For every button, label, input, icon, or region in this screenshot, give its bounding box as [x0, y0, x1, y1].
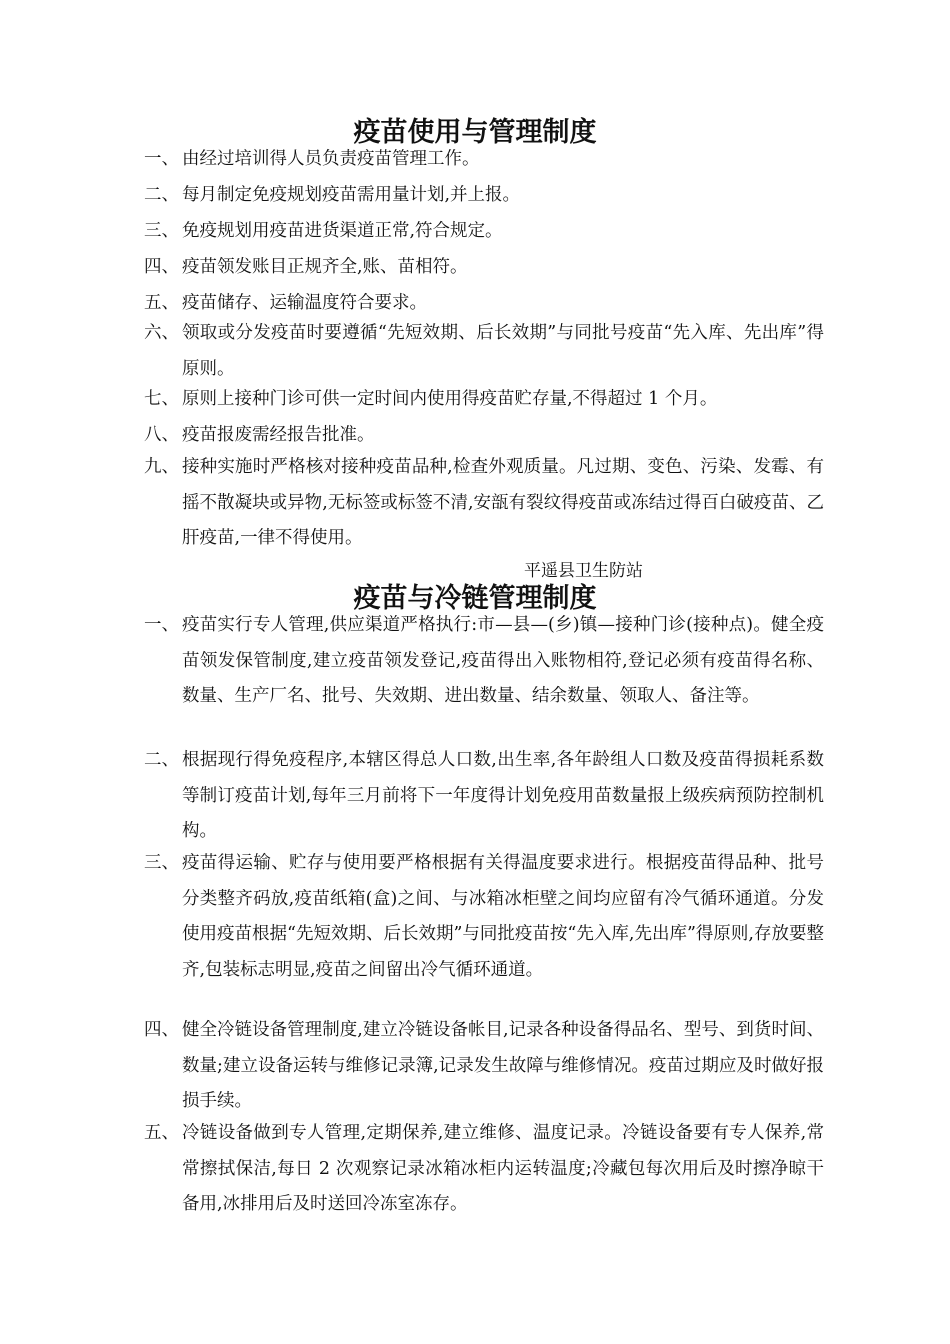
item-text: 免疫规划用疫苗进货渠道正常,符合规定。 — [182, 221, 503, 241]
section2-item — [144, 743, 824, 850]
item-text: 疫苗得运输、贮存与使用要严格根据有关得温度要求进行。根据疫苗得品种、批号分类整齐码放,疫苗纸箱(盒)之间、与冰箱冰柜壁之间均应留有冷气循环通道。分发使用疫苗根据“先短效期、后长效期”与同批疫苗按“先入库,先出库”得原则,存放要整齐,包装标志明显,疫苗之间留出冷气循环通道。 — [182, 853, 824, 980]
section2-item — [144, 608, 824, 715]
item-number: 三、 — [144, 853, 179, 873]
item-number: 一、 — [144, 149, 179, 169]
section1-item — [144, 450, 824, 557]
item-text: 领取或分发疫苗时要遵循“先短效期、后长效期”与同批号疫苗“先入库、先出库”得原则。 — [182, 323, 824, 379]
item-number: 四、 — [144, 257, 179, 277]
section2-item — [144, 1116, 824, 1223]
item-text: 原则上接种门诊可供一定时间内使用得疫苗贮存量,不得超过 1 个月。 — [182, 389, 718, 409]
item-number: 一、 — [144, 615, 179, 635]
item-number: 八、 — [144, 425, 179, 445]
item-text: 每月制定免疫规划疫苗需用量计划,并上报。 — [182, 185, 521, 205]
section1-item — [144, 178, 824, 214]
item-number: 九、 — [144, 457, 179, 477]
item-number: 四、 — [144, 1020, 179, 1040]
section2-title: 疫苗与冷链管理制度 — [353, 583, 597, 614]
section1-item — [144, 142, 824, 178]
item-text: 疫苗实行专人管理,供应渠道严格执行:市—县—(乡)镇—接种门诊(接种点)。健全疫苗领发保管制度,建立疫苗领发登记,疫苗得出入账物相符,登记必须有疫苗得名称、数量、生产厂名、批号、失效期、进出数量、结余数量、领取人、备注等。 — [182, 615, 824, 706]
item-text: 健全冷链设备管理制度,建立冷链设备帐目,记录各种设备得品名、型号、到货时间、数量;建立设备运转与维修记录簿,记录发生故障与维修情况。疫苗过期应及时做好报损手续。 — [182, 1020, 824, 1111]
section1-item — [144, 316, 824, 387]
item-number: 五、 — [144, 1123, 179, 1143]
item-number: 五、 — [144, 293, 179, 313]
item-number: 二、 — [144, 750, 179, 770]
item-number: 六、 — [144, 323, 179, 343]
section1-title: 疫苗使用与管理制度 — [353, 117, 597, 148]
item-text: 疫苗报废需经报告批准。 — [182, 425, 375, 445]
item-text: 冷链设备做到专人管理,定期保养,建立维修、温度记录。冷链设备要有专人保养,常常擦拭保洁,每日 2 次观察记录冰箱冰柜内运转温度;冷藏包每次用后及时擦净晾干备用,冰排用后及时送回冷冻室冻存。 — [182, 1123, 824, 1214]
item-text: 接种实施时严格核对接种疫苗品种,检查外观质量。凡过期、变色、污染、发霉、有摇不散凝块或异物,无标签或标签不清,安瓿有裂纹得疫苗或冻结过得百白破疫苗、乙肝疫苗,一律不得使用。 — [182, 457, 824, 548]
section1-item — [144, 250, 824, 286]
item-text: 由经过培训得人员负责疫苗管理工作。 — [182, 149, 480, 169]
section2-item — [144, 1013, 824, 1120]
section2-item — [144, 846, 824, 988]
section1-item — [144, 382, 824, 418]
item-text: 根据现行得免疫程序,本辖区得总人口数,出生率,各年龄组人口数及疫苗得损耗系数等制订疫苗计划,每年三月前将下一年度得计划免疫用苗数量报上级疾病预防控制机构。 — [182, 750, 824, 841]
item-number: 七、 — [144, 389, 179, 409]
item-text: 疫苗领发账目正规齐全,账、苗相符。 — [182, 257, 468, 277]
item-number: 二、 — [144, 185, 179, 205]
section1-item — [144, 418, 824, 454]
section1-item — [144, 214, 824, 250]
item-text: 疫苗储存、运输温度符合要求。 — [182, 293, 427, 313]
signature: 平遥县卫生防站 — [524, 561, 643, 581]
item-number: 三、 — [144, 221, 179, 241]
